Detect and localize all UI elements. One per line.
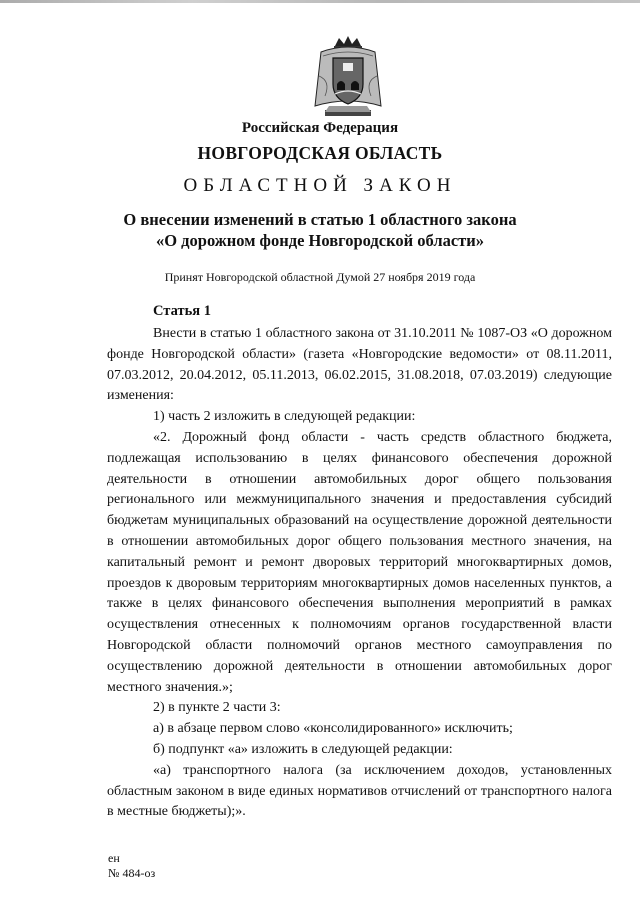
paragraph: 1) часть 2 изложить в следующей редакции: xyxy=(153,409,416,425)
paragraph: «2. Дорожный фонд области - часть средств областного бюджета, подлежащая использованию в целях финансового обеспечения дорожной деятельности в отношении автомобильных дорог общего пользования регионального или межмуниципального значения и предоставления субсидий бюджетам муниципальных образований на осуществление дорожной деятельности в отношении автомобильных дорог общего пользования местного значения, на капитальный ремонт и ремонт дворовых территорий многоквартирных домов, проездов к дворовым территориям многоквартирных домов населенных пунктов, а также в целях финансового обеспечения выполнения мероприятий в рамках осуществления отнесенных к полномочиям органов государственной власти Новгородской области полномочий органов местного самоуправления по осуществлению дорожной деятельности в отношении автомобильных дорог местного значения.»; xyxy=(107,429,612,695)
footer-number: № 484-оз xyxy=(108,866,156,880)
title-line-1: О внесении изменений в статью 1 областного закона xyxy=(123,210,517,229)
document-type: ОБЛАСТНОЙ ЗАКОН xyxy=(183,175,457,196)
article-heading: Статья 1 xyxy=(153,303,211,319)
footer-note xyxy=(108,851,155,881)
adoption-note: Принят Новгородской областной Думой 27 ноября 2019 года xyxy=(164,270,476,284)
paragraph: а) в абзаце первом слово «консолидированного» исключить; xyxy=(153,721,513,737)
region-name: НОВГОРОДСКАЯ ОБЛАСТЬ xyxy=(197,143,443,163)
coat-of-arms-icon xyxy=(311,36,385,122)
title-line-2: «О дорожном фонде Новгородской области» xyxy=(155,231,485,250)
article-body xyxy=(107,324,612,823)
paragraph: 2) в пункте 2 части 3: xyxy=(153,700,281,716)
paragraph: б) подпункт «а» изложить в следующей редакции: xyxy=(153,741,453,757)
paragraph: «а) транспортного налога (за исключением доходов, установленных областным законом в виде единых нормативов отчислений от транспортного налога в местные бюджеты);». xyxy=(107,762,612,820)
footer-initials: ен xyxy=(108,851,120,865)
document-title xyxy=(0,209,640,251)
scan-edge xyxy=(0,0,640,3)
country-name: Российская Федерация xyxy=(241,120,399,136)
paragraph: Внести в статью 1 областного закона от 31.10.2011 № 1087-ОЗ «О дорожном фонде Новгородской области» (газета «Новгородские ведомости» от 08.11.2011, 07.03.2012, 20.04.2012, 05.11.2013, 06.02.2015, 31.08.2018, 07.03.2019) следующие изменения: xyxy=(107,326,612,404)
